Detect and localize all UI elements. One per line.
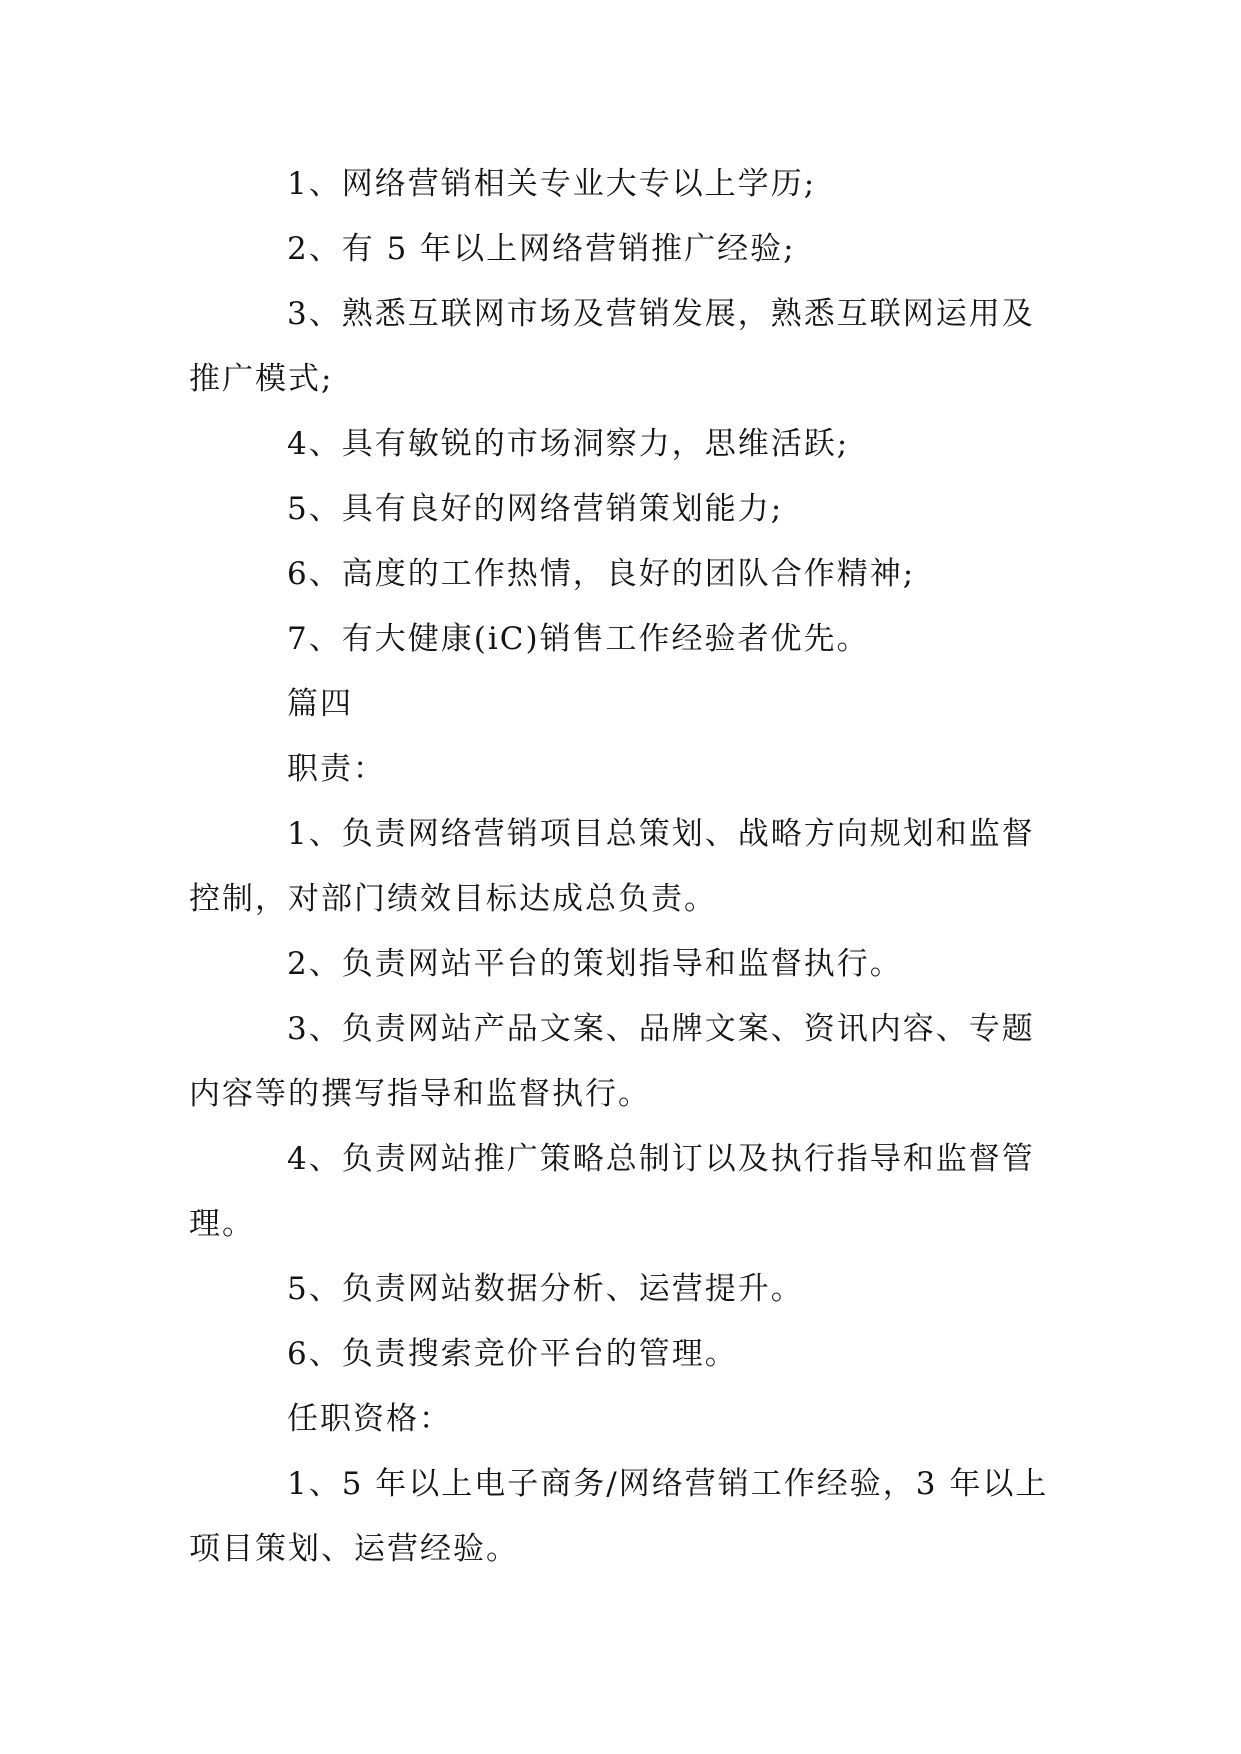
requirement-1: 1、网络营销相关专业大专以上学历; bbox=[287, 166, 817, 202]
duty-3: 3、负责网站产品文案、品牌文案、资讯内容、专题内容等的撰写指导和监督执行。 bbox=[189, 1011, 1035, 1112]
duties-heading: 职责： bbox=[287, 751, 386, 787]
qualifications-heading: 任职资格： bbox=[287, 1401, 452, 1437]
duty-1: 1、负责网络营销项目总策划、战略方向规划和监督控制，对部门绩效目标达成总负责。 bbox=[189, 816, 1035, 917]
requirement-5: 5、具有良好的网络营销策划能力; bbox=[287, 491, 784, 527]
requirement-7: 7、有大健康(iC)销售工作经验者优先。 bbox=[287, 621, 870, 657]
requirement-6: 6、高度的工作热情，良好的团队合作精神; bbox=[287, 556, 916, 592]
duty-5: 5、负责网站数据分析、运营提升。 bbox=[287, 1271, 804, 1307]
duty-4: 4、负责网站推广策略总制订以及执行指导和监督管理。 bbox=[189, 1141, 1035, 1242]
qualification-1: 1、5 年以上电子商务/网络营销工作经验，3 年以上项目策划、运营经验。 bbox=[189, 1466, 1049, 1567]
duty-2: 2、负责网站平台的策划指导和监督执行。 bbox=[287, 946, 903, 982]
duty-6: 6、负责搜索竞价平台的管理。 bbox=[287, 1336, 738, 1372]
section-heading: 篇四 bbox=[287, 686, 353, 722]
requirement-3: 3、熟悉互联网市场及营销发展，熟悉互联网运用及推广模式; bbox=[189, 296, 1035, 397]
requirement-2: 2、有 5 年以上网络营销推广经验; bbox=[287, 231, 796, 267]
requirement-4: 4、具有敏锐的市场洞察力，思维活跃; bbox=[287, 426, 850, 462]
